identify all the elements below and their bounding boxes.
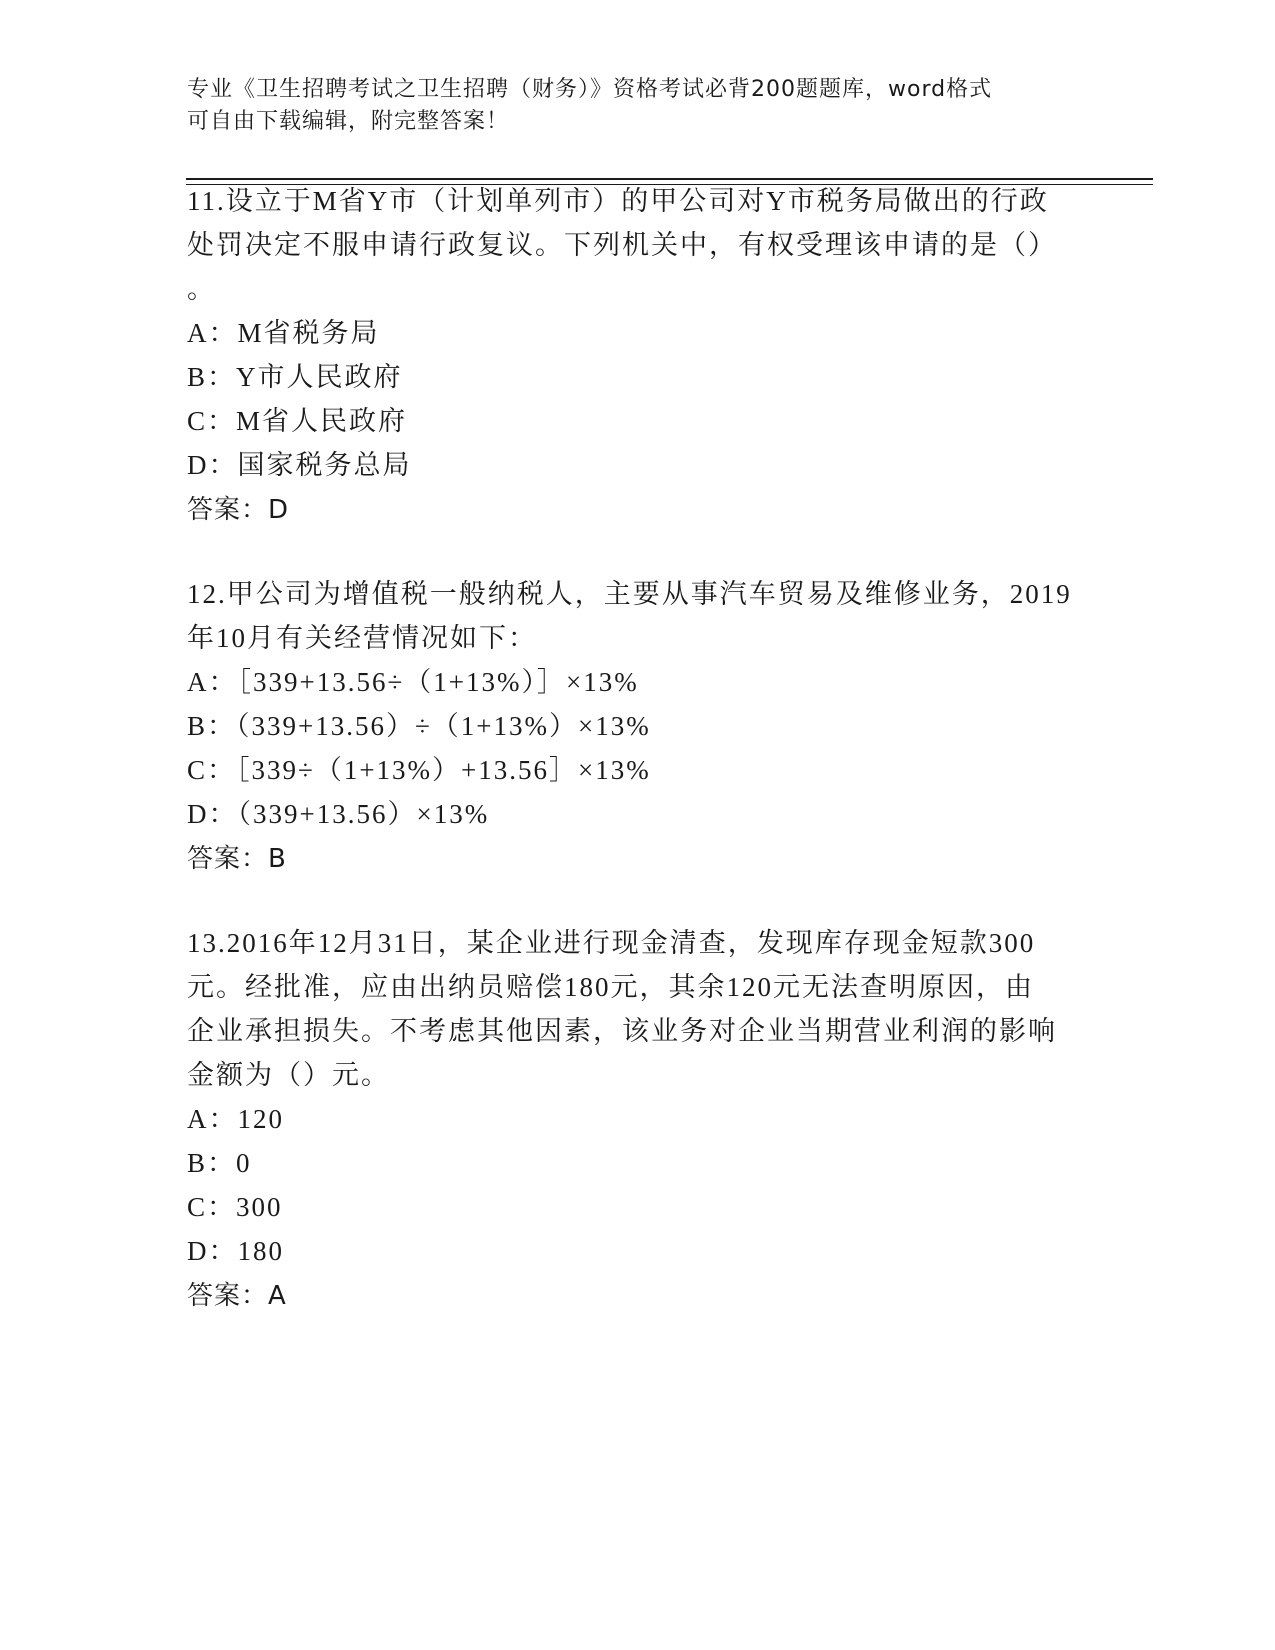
question-stem-line: 处罚决定不服申请行政复议。下列机关中，有权受理该申请的是（）	[187, 230, 1057, 260]
option-c: C：M省人民政府	[187, 406, 408, 436]
option-d: D：180	[187, 1236, 284, 1266]
option-c: C：300	[187, 1192, 283, 1222]
header-line-1: 专业《卫生招聘考试之卫生招聘（财务）》资格考试必背200题题库，word格式	[187, 77, 993, 102]
question-stem-line: 元。经批准，应由出纳员赔偿180元，其余120元无法查明原因，由	[187, 972, 1034, 1002]
option-d: D：（339+13.56）×13%	[187, 799, 490, 829]
option-a: A：［339+13.56÷（1+13%）］×13%	[187, 667, 639, 697]
option-b: B：（339+13.56）÷（1+13%）×13%	[187, 711, 651, 741]
header-line-2: 可自由下载编辑，附完整答案！	[187, 109, 510, 134]
question-stem-line: 11.设立于M省Y市（计划单列市）的甲公司对Y市税务局做出的行政	[187, 186, 1049, 216]
question-stem-line: 金额为（）元。	[187, 1060, 390, 1090]
answer-line: 答案：B	[187, 844, 287, 874]
header-divider-thick	[186, 178, 1153, 180]
document-header	[187, 74, 1067, 138]
option-a: A：M省税务局	[187, 318, 380, 348]
answer-line: 答案：A	[187, 1281, 287, 1311]
option-c: C：［339÷（1+13%）+13.56］×13%	[187, 755, 651, 785]
question-stem-line: 年10月有关经营情况如下：	[187, 623, 537, 653]
question-stem-line: 。	[187, 274, 216, 304]
option-b: B：0	[187, 1148, 252, 1178]
question-stem-line: 13.2016年12月31日，某企业进行现金清查，发现库存现金短款300	[187, 928, 1036, 958]
question-stem-line: 企业承担损失。不考虑其他因素，该业务对企业当期营业利润的影响	[187, 1016, 1057, 1046]
option-d: D：国家税务总局	[187, 450, 412, 480]
question-stem-line: 12.甲公司为增值税一般纳税人，主要从事汽车贸易及维修业务，2019	[187, 579, 1072, 609]
option-a: A：120	[187, 1104, 284, 1134]
option-b: B：Y市人民政府	[187, 362, 403, 392]
answer-line: 答案：D	[187, 495, 290, 525]
